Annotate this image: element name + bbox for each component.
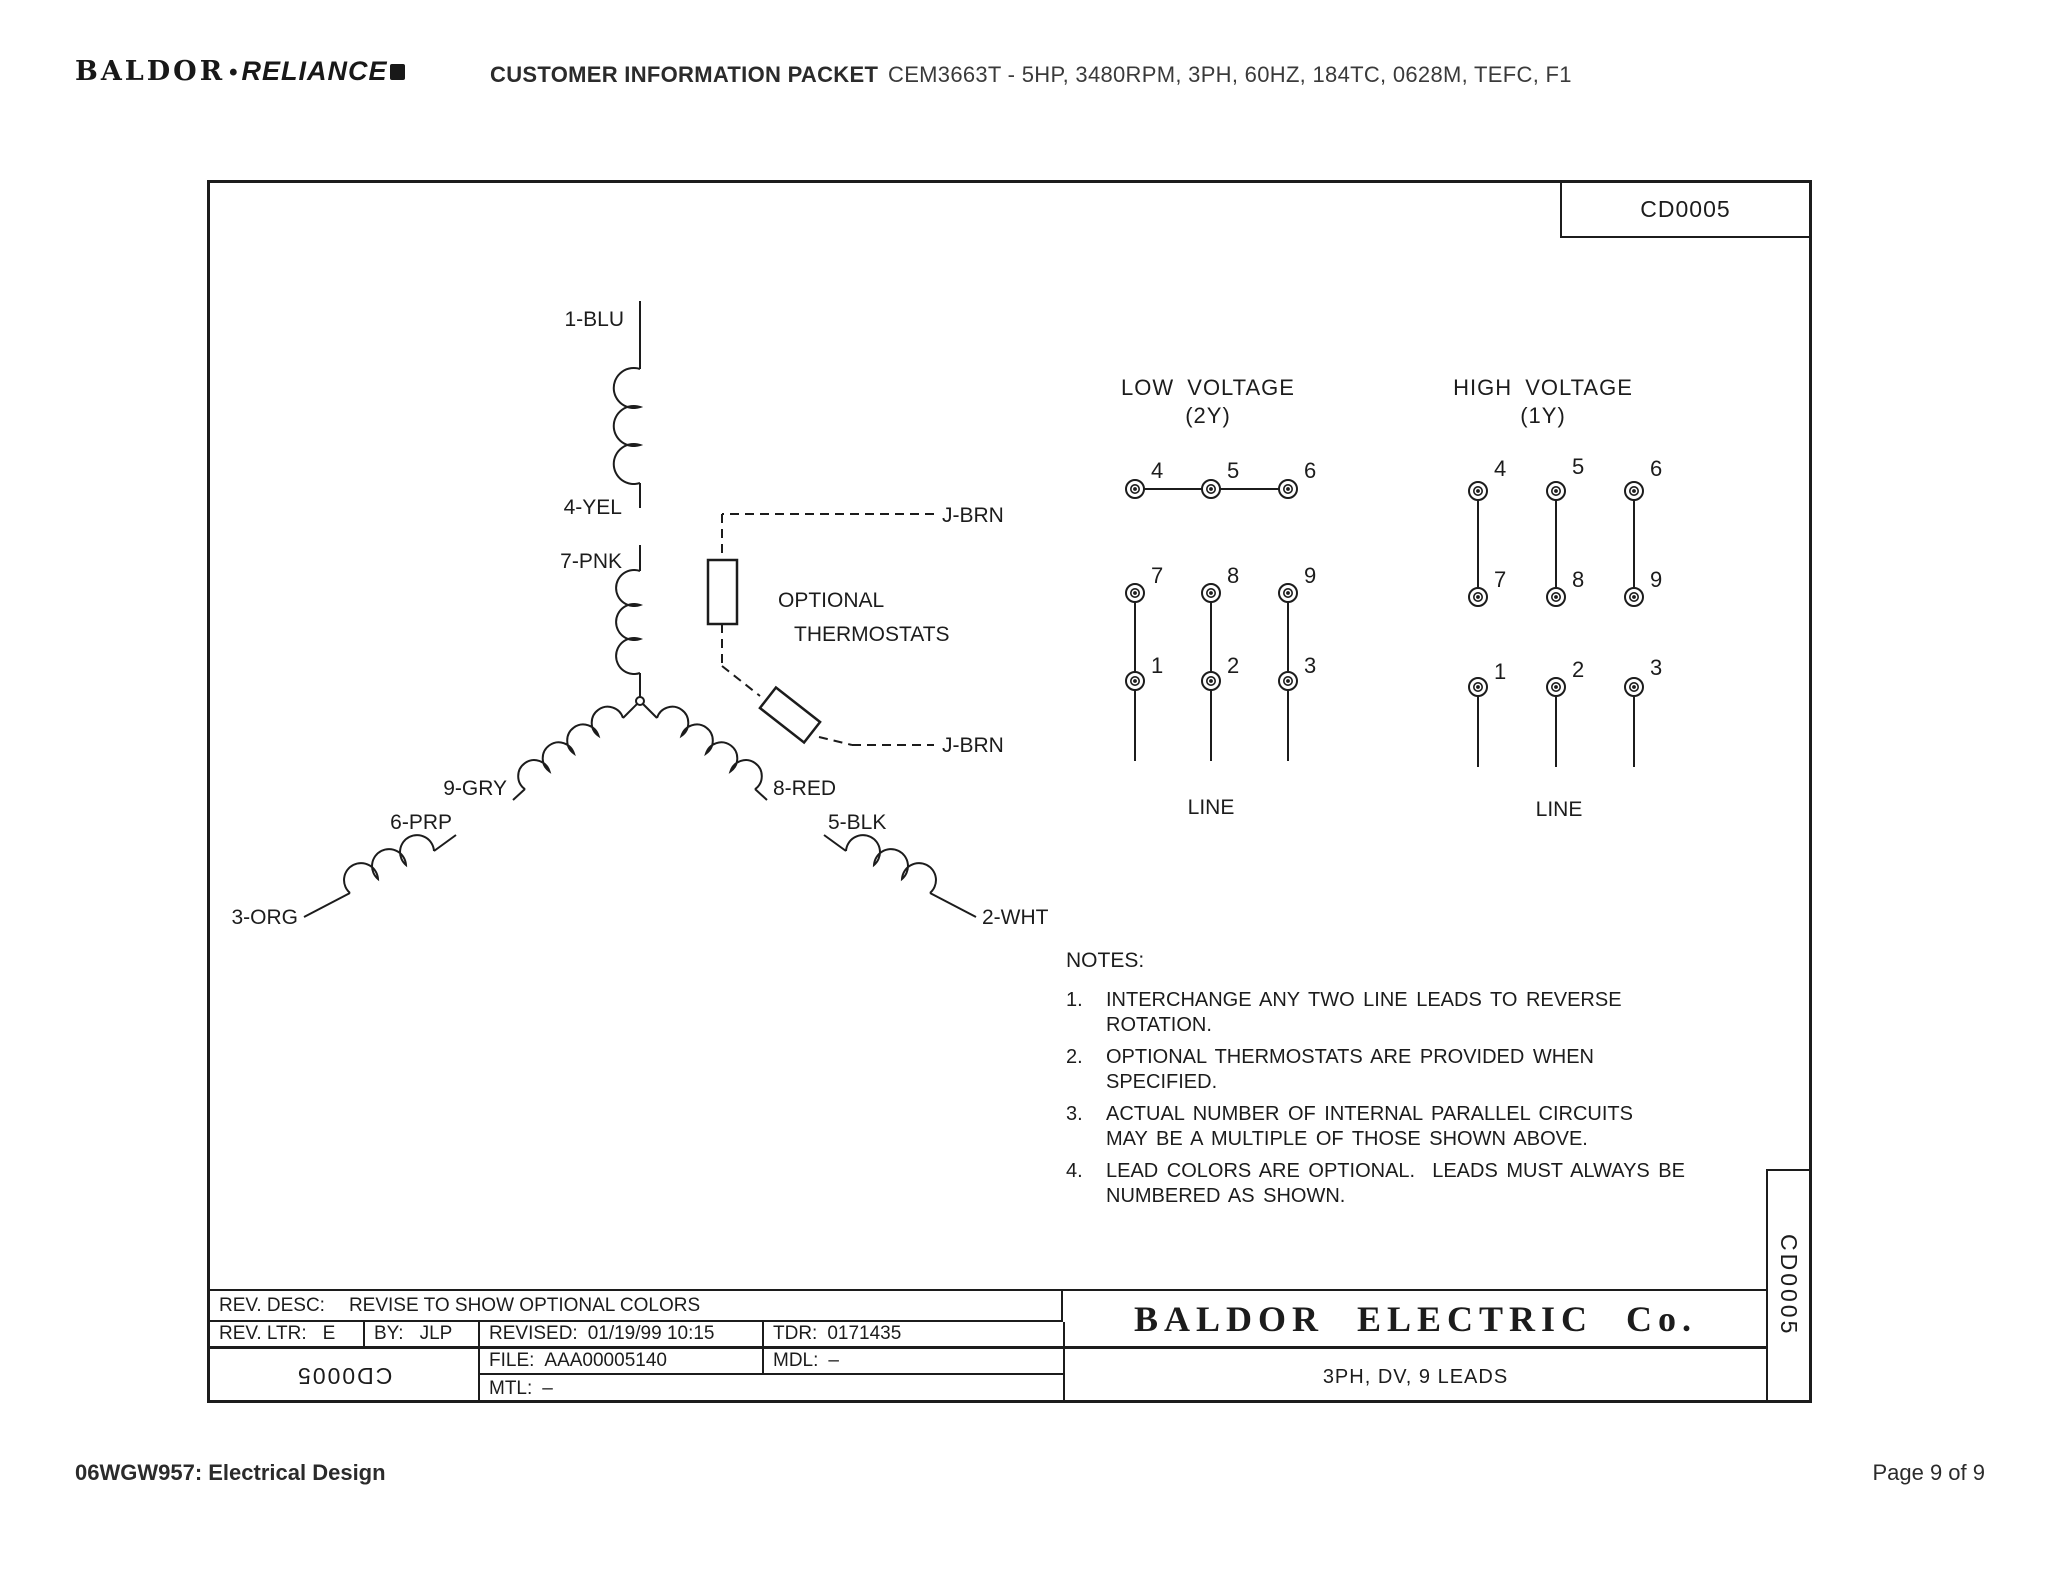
phase-b-stub <box>513 789 525 800</box>
hv-num-7: 7 <box>1494 567 1507 592</box>
corner-doc-number-box <box>1560 183 1809 238</box>
by-value: JLP <box>419 1323 453 1344</box>
note-item-3 <box>1066 1102 1676 1152</box>
high-voltage-diagram <box>1453 375 1662 821</box>
phase-b-tail <box>304 893 350 917</box>
note-number: 3. <box>1066 1103 1083 1125</box>
low-voltage-subtitle: (2Y) <box>1185 403 1231 428</box>
high-voltage-subtitle: (1Y) <box>1520 403 1566 428</box>
lv-num-5: 5 <box>1227 458 1240 483</box>
lv-num-9: 9 <box>1304 563 1317 588</box>
notes-heading: NOTES: <box>1066 949 1145 972</box>
thermostat-lead-bottom-label: J-BRN <box>942 734 1004 757</box>
hv-terminal-9 <box>1625 588 1643 606</box>
low-voltage-diagram <box>1121 375 1316 819</box>
note-text-line: OPTIONAL THERMOSTATS ARE PROVIDED WHEN <box>1106 1046 1594 1068</box>
footer-page-number: Page 9 of 9 <box>1872 1460 1985 1485</box>
title-block-revised <box>480 1322 764 1349</box>
thermostat-dashed-diag-1 <box>722 666 760 696</box>
file-value: AAA00005140 <box>544 1350 667 1371</box>
note-number: 1. <box>1066 989 1083 1011</box>
thermostat-lead-top-label: J-BRN <box>942 504 1004 527</box>
note-number: 4. <box>1066 1160 1083 1182</box>
star-point-junction <box>636 697 644 705</box>
hv-line-label: LINE <box>1535 798 1583 821</box>
lv-num-8: 8 <box>1227 563 1240 588</box>
lv-num-4: 4 <box>1151 458 1164 483</box>
note-text-line: NUMBERED AS SHOWN. <box>1106 1185 1346 1207</box>
brand-logo <box>75 56 405 87</box>
reliance-logo-mark-icon <box>390 64 405 80</box>
lead-label-4-yel: 4-YEL <box>563 496 622 519</box>
y-winding-diagram <box>231 301 1048 929</box>
rev-desc-value: REVISE TO SHOW OPTIONAL COLORS <box>348 1294 701 1316</box>
hv-terminal-7 <box>1469 588 1487 606</box>
hv-num-1: 1 <box>1494 659 1507 684</box>
lv-terminal-9 <box>1279 584 1297 602</box>
motor-spec: CEM3663T - 5HP, 3480RPM, 3PH, 60HZ, 184TC, 0628M, TEFC, F1 <box>888 62 1572 87</box>
title-block-by <box>365 1322 480 1349</box>
title-block-rotated-stamp <box>210 1349 480 1402</box>
rev-ltr-label: REV. LTR: <box>219 1323 307 1344</box>
hv-num-3: 3 <box>1650 655 1663 680</box>
mtl-label: MTL: <box>489 1377 533 1399</box>
hv-terminal-1 <box>1469 678 1487 696</box>
thermostat-caption-line1: OPTIONAL <box>778 589 885 612</box>
note-text-line: LEAD COLORS ARE OPTIONAL. LEADS MUST ALWAYS BE <box>1106 1160 1685 1182</box>
note-item-1 <box>1066 988 1676 1038</box>
notes-section <box>1066 949 1685 1216</box>
phase-a-coil-1 <box>614 368 640 484</box>
lv-terminal-4 <box>1126 480 1144 498</box>
lv-terminal-1 <box>1126 672 1144 690</box>
tdr-value: 0171435 <box>827 1323 902 1344</box>
hv-num-9: 9 <box>1650 567 1663 592</box>
footer-document-name: 06WGW957: Electrical Design <box>75 1460 386 1485</box>
lead-label-9-gry: 9-GRY <box>443 777 507 800</box>
lead-label-3-org: 3-ORG <box>231 906 298 929</box>
file-label: FILE: <box>489 1350 535 1371</box>
drawing-sheet <box>207 180 1812 1403</box>
thermostat-caption-line2: THERMOSTATS <box>794 623 950 646</box>
corner-doc-number: CD0005 <box>1640 196 1731 222</box>
hv-num-5: 5 <box>1572 454 1585 479</box>
lv-terminal-3 <box>1279 672 1297 690</box>
lv-line-label: LINE <box>1187 796 1235 819</box>
brand-reliance: RELIANCE <box>241 56 388 86</box>
high-voltage-title: HIGH VOLTAGE <box>1453 375 1633 400</box>
thermostat-symbol-2 <box>760 688 820 743</box>
revised-label: REVISED: <box>489 1323 578 1344</box>
title-block-file <box>480 1349 764 1375</box>
note-item-4 <box>1066 1159 1685 1209</box>
packet-title: CUSTOMER INFORMATION PACKET <box>490 62 879 87</box>
note-text-line: SPECIFIED. <box>1106 1071 1218 1093</box>
mdl-value: – <box>828 1350 839 1371</box>
hv-terminal-3 <box>1625 678 1643 696</box>
brand-separator-dot: • <box>229 59 238 86</box>
phase-b-coil-2 <box>344 835 434 893</box>
lead-label-7-pnk: 7-PNK <box>560 550 622 573</box>
phase-c-coil-2 <box>846 835 936 893</box>
lv-terminal-7 <box>1126 584 1144 602</box>
note-text-line: ROTATION. <box>1106 1014 1212 1036</box>
wiring-schematic <box>210 183 1809 1400</box>
lead-label-6-prp: 6-PRP <box>390 811 452 834</box>
low-voltage-title: LOW VOLTAGE <box>1121 375 1295 400</box>
edge-doc-number: CD0005 <box>1776 1234 1802 1337</box>
phase-c-tick <box>824 835 846 851</box>
lv-num-3: 3 <box>1304 653 1317 678</box>
phase-b-coil-1 <box>518 707 623 789</box>
brand-baldor: BALDOR <box>75 56 226 87</box>
lv-terminal-2 <box>1202 672 1220 690</box>
lead-label-2-wht: 2-WHT <box>982 906 1049 929</box>
phase-c-tail <box>930 893 976 917</box>
lv-terminal-6 <box>1279 480 1297 498</box>
title-block-tdr <box>764 1322 1065 1349</box>
hv-terminal-8 <box>1547 588 1565 606</box>
mdl-label: MDL: <box>773 1350 819 1371</box>
lv-terminal-5 <box>1202 480 1220 498</box>
lv-terminal-8 <box>1202 584 1220 602</box>
rotated-stamp-text: CD0005 <box>295 1363 393 1389</box>
phase-c-coil-1 <box>657 707 762 789</box>
lv-num-6: 6 <box>1304 458 1317 483</box>
lv-num-1: 1 <box>1151 653 1164 678</box>
hv-num-6: 6 <box>1650 456 1663 481</box>
note-item-2 <box>1066 1045 1676 1095</box>
title-block-mdl <box>764 1349 1065 1375</box>
title-block-rev-ltr <box>210 1322 365 1349</box>
thermostat-circuit <box>708 504 1004 757</box>
rev-desc-label: REV. DESC: <box>219 1294 325 1316</box>
company-name: BALDOR ELECTRIC Co. <box>1065 1291 1766 1349</box>
hv-terminal-4 <box>1469 482 1487 500</box>
hv-terminal-5 <box>1547 482 1565 500</box>
tdr-label: TDR: <box>773 1323 818 1344</box>
lead-label-5-blk: 5-BLK <box>828 811 887 834</box>
lv-num-2: 2 <box>1227 653 1240 678</box>
hv-terminal-2 <box>1547 678 1565 696</box>
phase-b-tick <box>434 835 456 851</box>
hv-num-8: 8 <box>1572 567 1585 592</box>
hv-num-2: 2 <box>1572 657 1585 682</box>
title-block-mtl <box>480 1375 1065 1402</box>
lead-label-8-red: 8-RED <box>773 777 837 800</box>
note-text-line: INTERCHANGE ANY TWO LINE LEADS TO REVERSE <box>1106 989 1622 1011</box>
rev-ltr-value: E <box>322 1323 336 1344</box>
note-text-line: MAY BE A MULTIPLE OF THOSE SHOWN ABOVE. <box>1106 1128 1588 1150</box>
title-block <box>210 1289 1766 1400</box>
mtl-value: – <box>542 1377 553 1399</box>
thermostat-symbol-1 <box>708 560 737 624</box>
note-text-line: ACTUAL NUMBER OF INTERNAL PARALLEL CIRCUITS <box>1106 1103 1633 1125</box>
title-block-rev-desc <box>210 1291 1063 1322</box>
note-number: 2. <box>1066 1046 1083 1068</box>
lv-num-7: 7 <box>1151 563 1164 588</box>
lead-label-1-blu: 1-BLU <box>564 308 624 331</box>
by-label: BY: <box>374 1323 404 1344</box>
edge-doc-number-strip <box>1766 1169 1809 1400</box>
drawing-title: 3PH, DV, 9 LEADS <box>1322 1365 1509 1388</box>
hv-terminal-6 <box>1625 482 1643 500</box>
revised-value: 01/19/99 10:15 <box>587 1323 715 1344</box>
phase-c-stub <box>755 789 767 800</box>
thermostat-dashed-diag-2 <box>819 737 852 745</box>
phase-a-coil-2 <box>616 570 640 674</box>
hv-num-4: 4 <box>1494 456 1507 481</box>
